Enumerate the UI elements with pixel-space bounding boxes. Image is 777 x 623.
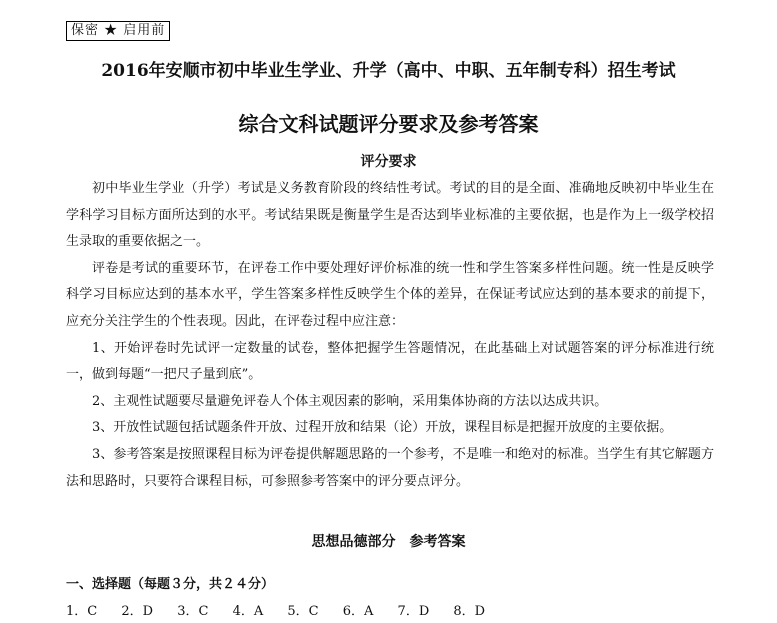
grading-paragraph-intro: 初中毕业生学业（升学）考试是义务教育阶段的终结性考试。考试的目的是全面、准确地反映初中毕业生在学科学习目标方面所达到的水平。考试结果既是衡量学生是否达到毕业标准的主要依据，也是作为上一级学校招生录取的重要依据之一。 xyxy=(66,181,714,250)
section-heading: 思想品德部分 参考答案 xyxy=(311,534,466,550)
answer-item: 2．D xyxy=(121,604,154,619)
grading-heading: 评分要求 xyxy=(360,154,417,170)
grading-rule-1: 1、开始评卷时先试评一定数量的试卷，整体把握学生答题情况，在此基础上对试题答案的评分标准进行统一，做到每题“一把尺子量到底”。 xyxy=(66,340,714,383)
answer-list xyxy=(66,600,505,619)
confidential-stamp: 保密 ★ 启用前 xyxy=(66,21,170,41)
answer-item: 4．A xyxy=(232,604,264,619)
exam-title: 2016年安顺市初中毕业生学业、升学（高中、中职、五年制专科）招生考试 xyxy=(101,61,676,81)
grading-rule-4: 3、参考答案是按照课程目标为评卷提供解题思路的一个参考，不是唯一和绝对的标准。当学生有其它解题方法和思路时，只要符合课程目标，可参照参考答案中的评分要点评分。 xyxy=(66,446,714,489)
grading-body xyxy=(66,176,714,495)
answer-item: 5．C xyxy=(287,604,319,619)
grading-paragraph-principle: 评卷是考试的重要环节，在评卷工作中要处理好评价标准的统一性和学生答案多样性问题。统一性是反映学科学习目标应达到的基本水平，学生答案多样性反映学生个体的差异，在保证考试应达到的基本要求的前提下，应充分关注学生的个性表现。因此，在评卷过程中应注意： xyxy=(66,260,714,329)
grading-rule-2: 2、主观性试题要尽量避免评卷人个体主观因素的影响，采用集体协商的方法以达成共识。 xyxy=(92,393,608,409)
document-title: 综合文科试题评分要求及参考答案 xyxy=(238,112,539,136)
answer-item: 7．D xyxy=(397,604,430,619)
answer-item: 3．C xyxy=(177,604,209,619)
answer-item: 6．A xyxy=(342,604,374,619)
grading-rule-3: 3、开放性试题包括试题条件开放、过程开放和结果（论）开放，课程目标是把握开放度的主要依据。 xyxy=(92,420,673,436)
answer-item: 1．C xyxy=(66,604,98,619)
answer-item: 8．D xyxy=(453,604,486,619)
question-group-header: 一、选择题（每题３分，共２４分） xyxy=(66,577,275,592)
